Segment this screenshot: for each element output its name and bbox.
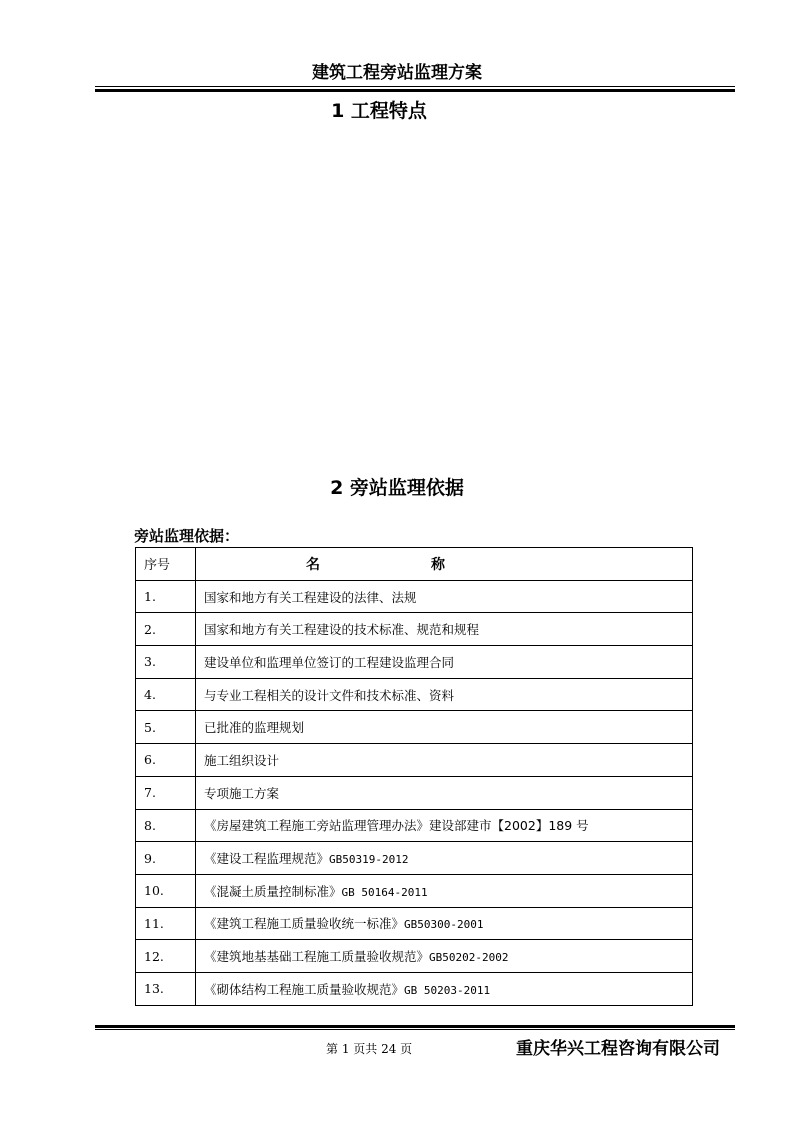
- table-row: [136, 744, 693, 777]
- row-number: 10.: [136, 874, 196, 907]
- row-number: 11.: [136, 907, 196, 940]
- row-standard-code: GB 50164-2011: [341, 885, 428, 899]
- page-number: 第 1 页共 24 页: [326, 1042, 413, 1056]
- column-header-number: 序号: [136, 548, 196, 581]
- header-rule: [95, 86, 735, 92]
- row-name: 施工组织设计: [204, 752, 280, 768]
- row-name-cell: [196, 646, 693, 679]
- row-name: 《混凝土质量控制标准》: [204, 883, 342, 899]
- row-name-cell: [196, 842, 693, 875]
- table-row: [136, 646, 693, 679]
- row-name: 《建筑工程施工质量验收统一标准》: [204, 916, 405, 932]
- row-name-cell: [196, 711, 693, 744]
- row-number: 7.: [136, 776, 196, 809]
- column-header-name-char-2: 称: [431, 556, 445, 573]
- row-number: 4.: [136, 678, 196, 711]
- row-name: 《房屋建筑工程施工旁站监理管理办法》建设部建市【2002】189 号: [204, 818, 589, 834]
- row-name: 与专业工程相关的设计文件和技术标准、资料: [204, 687, 455, 703]
- table-header-row: [136, 548, 693, 581]
- row-number: 6.: [136, 744, 196, 777]
- row-name: 国家和地方有关工程建设的法律、法规: [204, 589, 417, 605]
- row-name-cell: [196, 907, 693, 940]
- table-row: [136, 711, 693, 744]
- row-name: 专项施工方案: [204, 785, 280, 801]
- table-row: [136, 776, 693, 809]
- row-number: 8.: [136, 809, 196, 842]
- section-title-1: 1 工程特点: [331, 100, 427, 122]
- row-standard-code: GB50300-2001: [404, 918, 484, 932]
- row-number: 1.: [136, 580, 196, 613]
- company-name: 重庆华兴工程咨询有限公司: [516, 1039, 720, 1059]
- row-standard-code: GB 50203-2011: [404, 983, 491, 997]
- row-name-cell: [196, 744, 693, 777]
- row-standard-code: GB50202-2002: [429, 951, 509, 965]
- row-name: 《建设工程监理规范》: [204, 851, 330, 867]
- row-number: 13.: [136, 972, 196, 1005]
- row-standard-code: GB50319-2012: [329, 853, 409, 867]
- column-header-name-char-1: 名: [306, 556, 320, 573]
- row-name-cell: [196, 874, 693, 907]
- row-name-cell: [196, 580, 693, 613]
- column-header-name: [196, 548, 693, 581]
- row-number: 3.: [136, 646, 196, 679]
- document-header-title: 建筑工程旁站监理方案: [312, 63, 482, 83]
- row-number: 5.: [136, 711, 196, 744]
- table-row: [136, 874, 693, 907]
- table-row: [136, 940, 693, 973]
- table-row: [136, 972, 693, 1005]
- row-number: 9.: [136, 842, 196, 875]
- row-name-cell: [196, 678, 693, 711]
- row-name-cell: [196, 776, 693, 809]
- row-name-cell: [196, 613, 693, 646]
- row-name: 建设单位和监理单位签订的工程建设监理合同: [204, 654, 455, 670]
- row-name-cell: [196, 972, 693, 1005]
- table-row: [136, 809, 693, 842]
- footer-rule: [95, 1025, 735, 1030]
- section-title-2: 2 旁站监理依据: [330, 477, 464, 499]
- row-name: 《建筑地基基础工程施工质量验收规范》: [204, 949, 430, 965]
- basis-intro-label: 旁站监理依据：: [134, 527, 240, 545]
- row-name-cell: [196, 940, 693, 973]
- table-row: [136, 842, 693, 875]
- row-number: 2.: [136, 613, 196, 646]
- row-number: 12.: [136, 940, 196, 973]
- table-row: [136, 613, 693, 646]
- basis-table: [135, 547, 693, 1006]
- row-name: 已批准的监理规划: [204, 720, 305, 736]
- table-row: [136, 580, 693, 613]
- row-name: 《砌体结构工程施工质量验收规范》: [204, 981, 405, 997]
- table-row: [136, 678, 693, 711]
- table-row: [136, 907, 693, 940]
- row-name: 国家和地方有关工程建设的技术标准、规范和规程: [204, 622, 480, 638]
- row-name-cell: [196, 809, 693, 842]
